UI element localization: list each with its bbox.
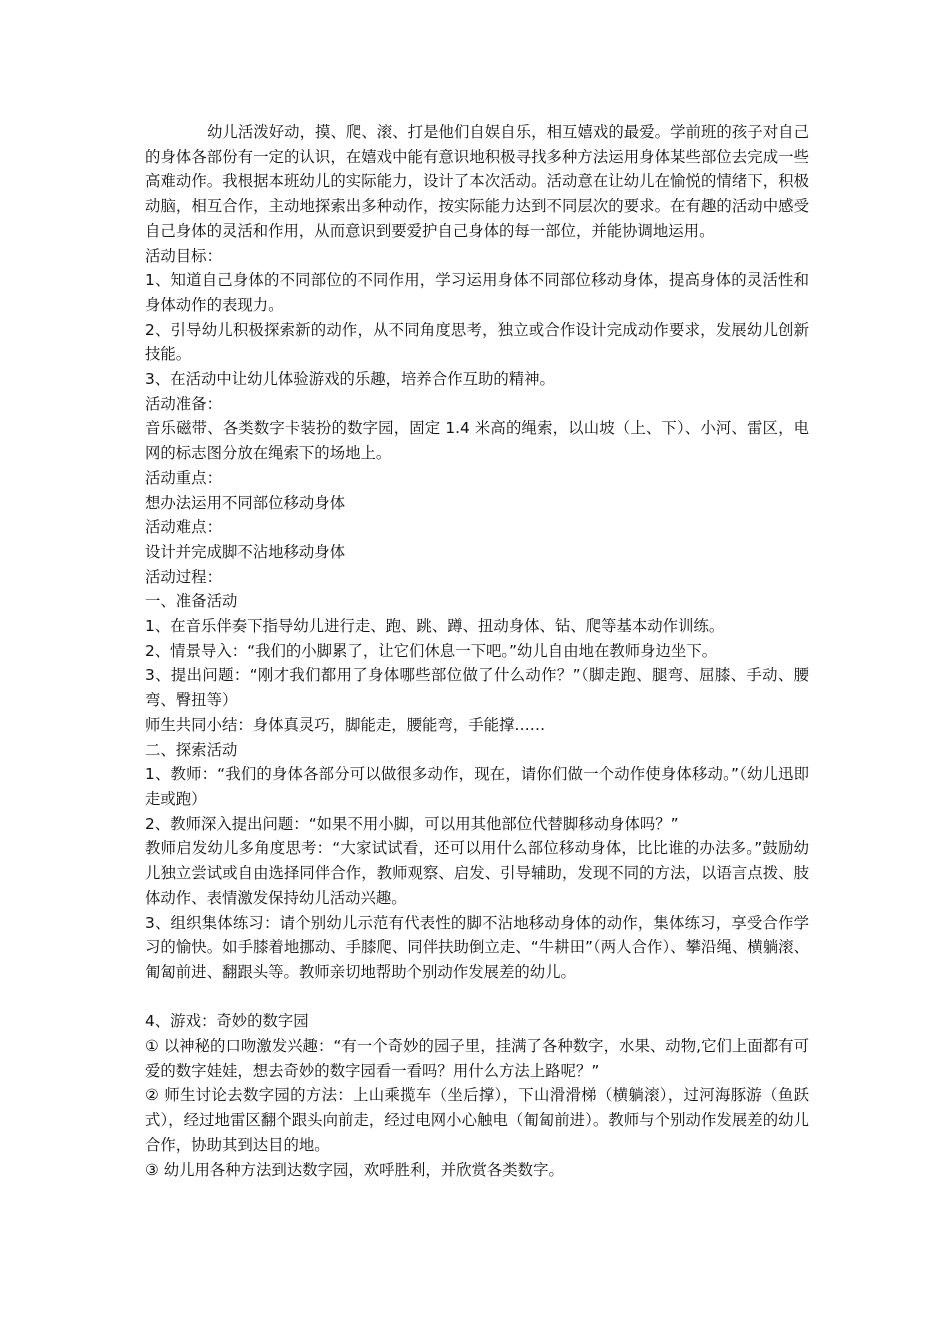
game-item: ③ 幼儿用各种方法到达数字园，欢呼胜利，并欣赏各类数字。 (145, 1160, 564, 1179)
part2-item: 2、教师深入提出问题：“如果不用小脚，可以用其他部位代替脚移动身体吗？” (145, 814, 679, 833)
goal-item: 2、引导幼儿积极探索新的动作，从不同角度思考，独立或合作设计完成动作要求，发展幼儿创新技能。 (145, 320, 809, 364)
game-item: ② 师生讨论去数字园的方法：上山乘揽车（坐后撑），下山滑滑梯（横躺滚），过河海豚游（鱼跃式），经过地雷区翻个跟头向前走，经过电网小心触电（匍匐前进）。教师与个别动作发展差的幼儿合作，协助其到达目的地。 (145, 1086, 809, 1154)
part1-item: 3、提出问题：“刚才我们都用了身体哪些部位做了什么动作？”（脚走跑、腿弯、屈膝、手动、腰弯、臀扭等） (145, 666, 809, 710)
part2-heading: 二、探索活动 (145, 740, 238, 759)
intro-paragraph: 幼儿活泼好动，摸、爬、滚、打是他们自娱自乐，相互嬉戏的最爱。学前班的孩子对自己的身体各部份有一定的认识，在嬉戏中能有意识地积极寻找多种方法运用身体某些部位去完成一些高难动作。我根据本班幼儿的实际能力，设计了本次活动。活动意在让幼儿在愉悦的情绪下，积极动脑，相互合作，主动地探索出多种动作，按实际能力达到不同层次的要求。在有趣的活动中感受自己身体的灵活和作用，从而意识到要爱护自己身体的每一部位，并能协调地运用。 (145, 123, 809, 240)
part1-item: 1、在音乐伴奏下指导幼儿进行走、跑、跳、蹲、扭动身体、钻、爬等基本动作训练。 (145, 617, 725, 636)
goal-item: 1、知道自己身体的不同部位的不同作用，学习运用身体不同部位移动身体，提高身体的灵活性和身体动作的表现力。 (145, 271, 809, 314)
blank-line (145, 985, 809, 1010)
goal-item: 3、在活动中让幼儿体验游戏的乐趣，培养合作互助的精神。 (145, 370, 555, 389)
part2-item: 3、组织集体练习：请个别幼儿示范有代表性的脚不沾地移动身体的动作，集体练习，享受合作学习的愉快。如手膝着地挪动、手膝爬、同伴扶助倒立走、“牛耕田”（两人合作）、攀沿绳、横躺滚、匍匐前进、翻跟头等。教师亲切地帮助个别动作发展差的幼儿。 (145, 913, 809, 981)
game-item: ① 以神秘的口吻激发兴趣：“有一个奇妙的园子里，挂满了各种数字，水果、动物,它们上面都有可爱的数字娃娃，想去奇妙的数字园看一看吗？用什么方法上路呢？” (145, 1037, 809, 1080)
process-heading: 活动过程： (145, 567, 222, 586)
part1-summary: 师生共同小结：身体真灵巧，脚能走，腰能弯，手能撑…… (145, 715, 546, 734)
goals-heading: 活动目标： (145, 246, 222, 265)
part1-item: 2、情景导入：“我们的小脚累了，让它们休息一下吧。”幼儿自由地在教师身边坐下。 (145, 641, 718, 660)
prep-heading: 活动准备： (145, 394, 222, 413)
focus-text: 想办法运用不同部位移动身体 (145, 493, 346, 512)
focus-heading: 活动重点： (145, 468, 222, 487)
difficulty-text: 设计并完成脚不沾地移动身体 (145, 542, 346, 561)
prep-text: 音乐磁带、各类数字卡装扮的数字园，固定 1.4 米高的绳索，以山坡（上、下）、小河、雷区，电网的标志图分放在绳索下的场地上。 (145, 419, 809, 463)
game-heading: 4、游戏：奇妙的数字园 (145, 1012, 309, 1031)
difficulty-heading: 活动难点： (145, 518, 222, 537)
part2-item: 1、教师：“我们的身体各部分可以做很多动作，现在，请你们做一个动作使身体移动。”（幼儿迅即走或跑） (145, 765, 809, 808)
part2-item: 教师启发幼儿多角度思考：“大家试试看，还可以用什么部位移动身体，比比谁的办法多。”鼓励幼儿独立尝试或自由选择同伴合作，教师观察、启发、引导辅助，发现不同的方法，以语言点拨、肢体动作、表情激发保持幼儿活动兴趣。 (145, 839, 809, 907)
part1-heading: 一、准备活动 (145, 592, 238, 611)
document-page (145, 120, 809, 1182)
